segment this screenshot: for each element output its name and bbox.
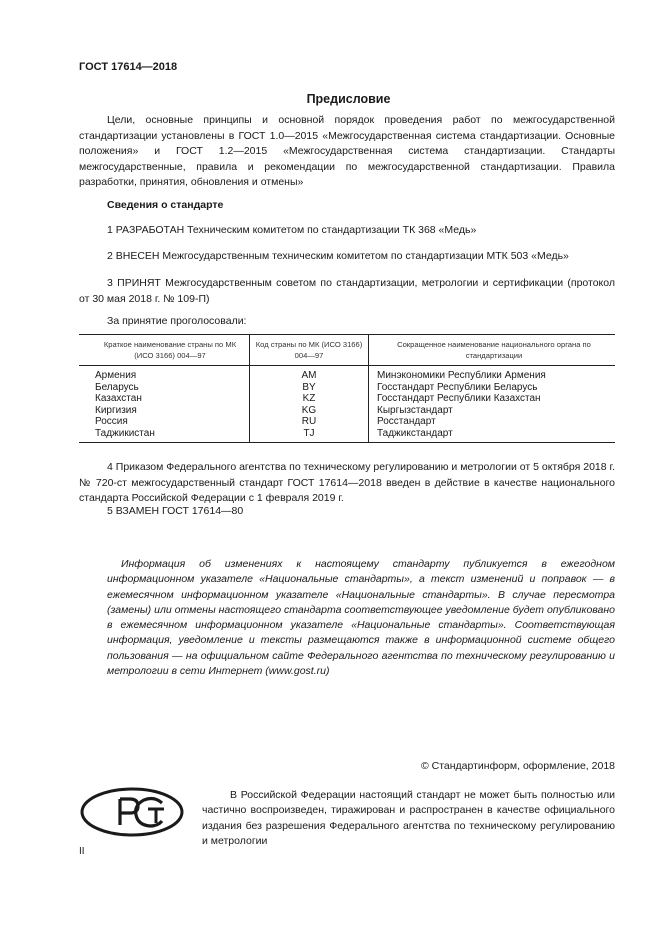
voting-table — [79, 334, 615, 443]
item-2-introduced: 2 ВНЕСЕН Межгосударственным техническим комитетом по стандартизации МТК 503 «Медь» — [107, 250, 569, 262]
table-row — [79, 416, 615, 428]
cell-code: TJ — [250, 428, 369, 443]
cell-body: Минэкономики Республики Армения — [369, 366, 616, 382]
intro-paragraph: Цели, основные принципы и основной порядок проведения работ по межгосударственной стандартизации установлены в ГОСТ 1.0—2015 «Межгосударственная система стандартизации. Основные положения» и ГОСТ 1.2—2015 «Межгосударственная система стандартизации. Стандарты межгосударственные, правила и рекомендации по межгосударственной стандартизации. Правила разработки, принятия, обновления и отмены» — [79, 114, 615, 188]
item-3-adopted: 3 ПРИНЯТ Межгосударственным советом по стандартизации, метрологии и сертификации (протокол от 30 мая 2018 г. № 109-П) — [79, 277, 615, 305]
table-row — [79, 405, 615, 417]
info-notice: Информация об изменениях к настоящему стандарту публикуется в ежегодном информационном указателе «Национальные стандарты», а текст изменений и поправок — в ежемесячном информационном указателе «Национальные стандарты». В случае пересмотра (замены) или отмены настоящего стандарта соответствующее уведомление будет опубликовано в ежемесячном информационном указателе «Национальные стандарты». Соответствующая информация, уведомление и тексты размещаются также в информационной системе общего пользования — на официальном сайте Федерального агентства по техническому регулированию и метрологии в сети Интернет (www.gost.ru) — [107, 558, 615, 678]
table-header-row — [79, 335, 615, 366]
cell-code: AM — [250, 366, 369, 382]
reproduction-notice: В Российской Федерации настоящий стандарт не может быть полностью или частично воспроизведен, тиражирован и распространен в качестве официального издания без разрешения Федерального агентства по техническому регулированию и метрологии — [202, 789, 615, 847]
header-code: Код страны по МК (ИСО 3166) 004—97 — [250, 335, 369, 366]
cell-country: Киргизия — [95, 404, 137, 416]
header-country: Краткое наименование страны по МК (ИСО 3166) 004—97 — [79, 335, 250, 366]
table-row — [79, 428, 615, 443]
cell-code: BY — [250, 382, 369, 394]
cell-code: RU — [250, 416, 369, 428]
cell-country: Армения — [95, 370, 137, 381]
table-row — [79, 393, 615, 405]
table-row — [79, 382, 615, 394]
rst-logo — [80, 787, 184, 837]
item-5-replaces: 5 ВЗАМЕН ГОСТ 17614—80 — [107, 505, 244, 517]
cell-country: Россия — [95, 416, 128, 427]
cell-body: Росстандарт — [369, 416, 616, 428]
cell-country: Таджикистан — [79, 428, 250, 443]
section-subtitle: Сведения о стандарте — [107, 199, 224, 211]
cell-country: Казахстан — [95, 393, 142, 404]
cell-code: KG — [250, 405, 369, 417]
cell-code: KZ — [250, 393, 369, 405]
cell-country: Беларусь — [95, 381, 139, 393]
rst-certification-mark-icon — [80, 787, 184, 837]
copyright-line: © Стандартинформ, оформление, 2018 — [420, 760, 615, 772]
cell-body: Кыргызстандарт — [369, 405, 616, 417]
voted-label: За принятие проголосовали: — [107, 315, 247, 327]
cell-body: Таджикстандарт — [369, 428, 616, 443]
cell-body: Госстандарт Республики Беларусь — [369, 382, 616, 394]
item-4-order: 4 Приказом Федерального агентства по техническому регулированию и метрологии от 5 октября 2018 г. № 720-ст межгосударственный стандарт ГОСТ 17614—2018 введен в действие в качестве национального стандарта Российской Федерации с 1 февраля 2019 г. — [79, 461, 615, 504]
document-code-header: ГОСТ 17614—2018 — [79, 61, 178, 73]
cell-body: Госстандарт Республики Казахстан — [369, 393, 616, 405]
table-row — [79, 366, 615, 382]
header-body: Сокращенное наименование национального органа по стандартизации — [369, 335, 616, 366]
item-1-developed: 1 РАЗРАБОТАН Техническим комитетом по стандартизации ТК 368 «Медь» — [107, 224, 477, 236]
page-number: II — [79, 846, 85, 857]
page-title: Предисловие — [306, 92, 391, 106]
